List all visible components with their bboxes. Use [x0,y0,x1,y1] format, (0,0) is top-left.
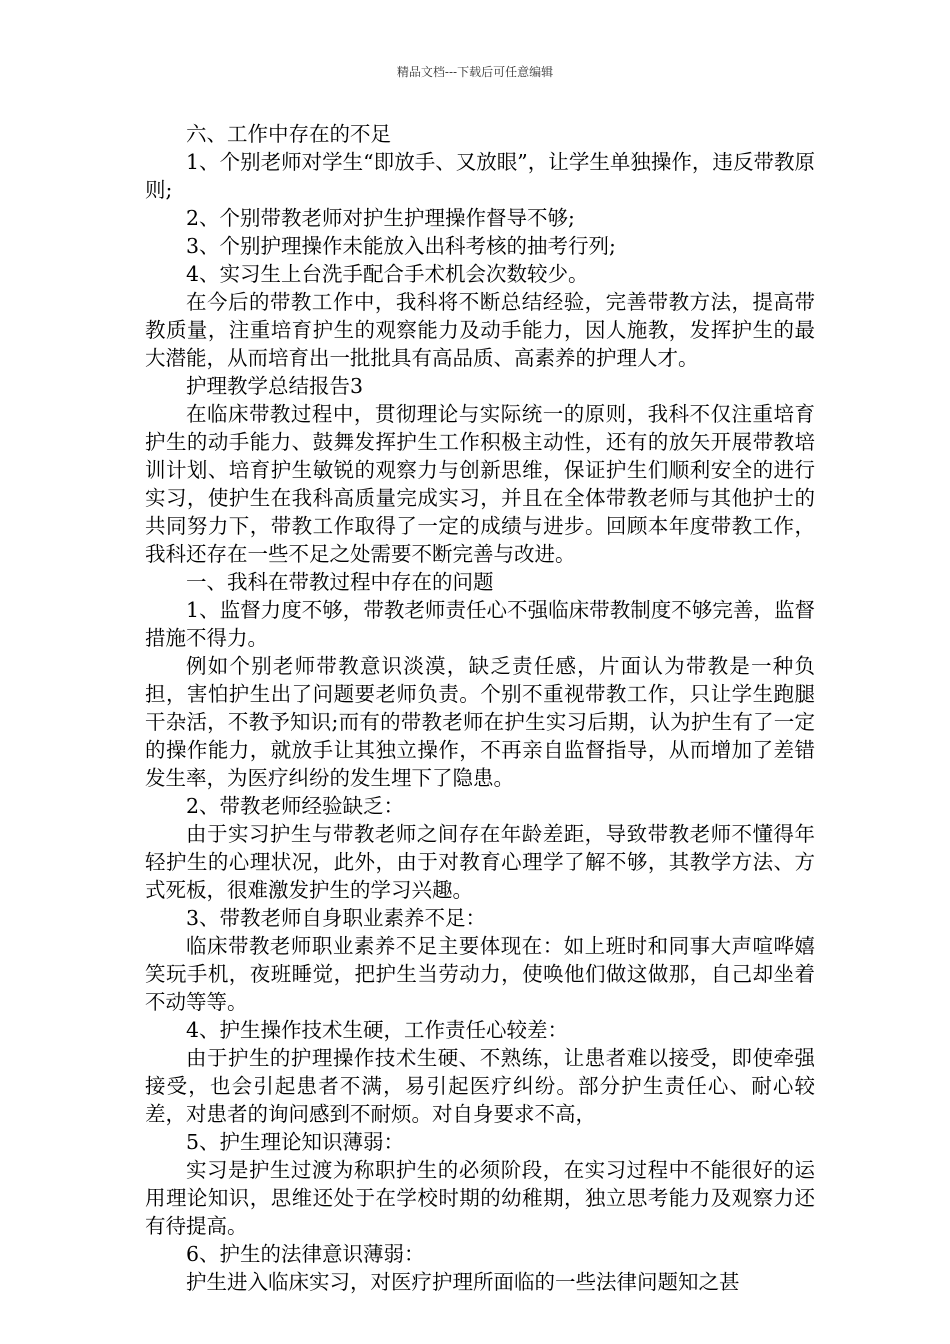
report-title: 护理教学总结报告3 [186,374,364,398]
list-item: 5、护生理论知识薄弱： [186,1130,405,1154]
section-heading-shortcomings: 六、工作中存在的不足 [186,122,391,146]
paragraph: 临床带教老师职业素养不足主要体现在：如上班时和同事大声喧哗嬉笑玩手机，夜班睡觉，把护生当劳动力，使唤他们做这做那，自己却坐着不动等等。 [145,934,815,1014]
list-item: 3、带教老师自身职业素养不足： [186,906,487,930]
list-item: 4、护生操作技术生硬，工作责任心较差： [186,1018,569,1042]
list-item: 6、护生的法律意识薄弱： [186,1242,425,1266]
list-item: 3、个别护理操作未能放入出科考核的抽考行列; [186,234,616,258]
list-item: 1、监督力度不够，带教老师责任心不强临床带教制度不够完善，监督措施不得力。 [145,598,815,650]
paragraph: 在临床带教过程中，贯彻理论与实际统一的原则，我科不仅注重培育护生的动手能力、鼓舞发挥护生工作积极主动性，还有的放矢开展带教培训计划、培育护生敏锐的观察力与创新思维，保证护生们顺利安全的进行实习，使护生在我科高质量完成实习，并且在全体带教老师与其他护士的共同努力下，带教工作取得了一定的成绩与进步。回顾本年度带教工作，我科还存在一些不足之处需要不断完善与改进。 [145,402,815,566]
section-heading-problems: 一、我科在带教过程中存在的问题 [186,570,494,594]
paragraph: 由于护生的护理操作技术生硬、不熟练，让患者难以接受，即使牵强接受，也会引起患者不满，易引起医疗纠纷。部分护生责任心、耐心较差，对患者的询问感到不耐烦。对自身要求不高， [145,1046,815,1126]
paragraph: 在今后的带教工作中，我科将不断总结经验，完善带教方法，提高带教质量，注重培育护生的观察能力及动手能力，因人施教，发挥护生的最大潜能，从而培育出一批批具有高品质、高素养的护理人才。 [145,290,815,370]
paragraph: 由于实习护生与带教老师之间存在年龄差距，导致带教老师不懂得年轻护生的心理状况，此外，由于对教育心理学了解不够，其教学方法、方式死板，很难激发护生的学习兴趣。 [145,822,815,902]
list-item: 4、实习生上台洗手配合手术机会次数较少。 [186,262,589,286]
list-item: 2、个别带教老师对护生护理操作督导不够; [186,206,575,230]
paragraph: 护生进入临床实习，对医疗护理所面临的一些法律问题知之甚 [186,1270,740,1294]
paragraph: 例如个别老师带教意识淡漠，缺乏责任感，片面认为带教是一种负担，害怕护生出了问题要老师负责。个别不重视带教工作，只让学生跑腿干杂活，不教予知识;而有的带教老师在护生实习后期，认为护生有了一定的操作能力，就放手让其独立操作，不再亲自监督指导，从而增加了差错发生率，为医疗纠纷的发生埋下了隐患。 [145,654,815,790]
paragraph: 实习是护生过渡为称职护生的必须阶段，在实习过程中不能很好的运用理论知识，思维还处于在学校时期的幼稚期，独立思考能力及观察力还有待提高。 [145,1158,815,1238]
document-body [145,120,815,1296]
list-item: 1、个别老师对学生“即放手、又放眼”，让学生单独操作，违反带教原则; [145,150,815,202]
list-item: 2、带教老师经验缺乏： [186,794,405,818]
page-header: 精品文档---下载后可任意编辑 [396,65,554,79]
